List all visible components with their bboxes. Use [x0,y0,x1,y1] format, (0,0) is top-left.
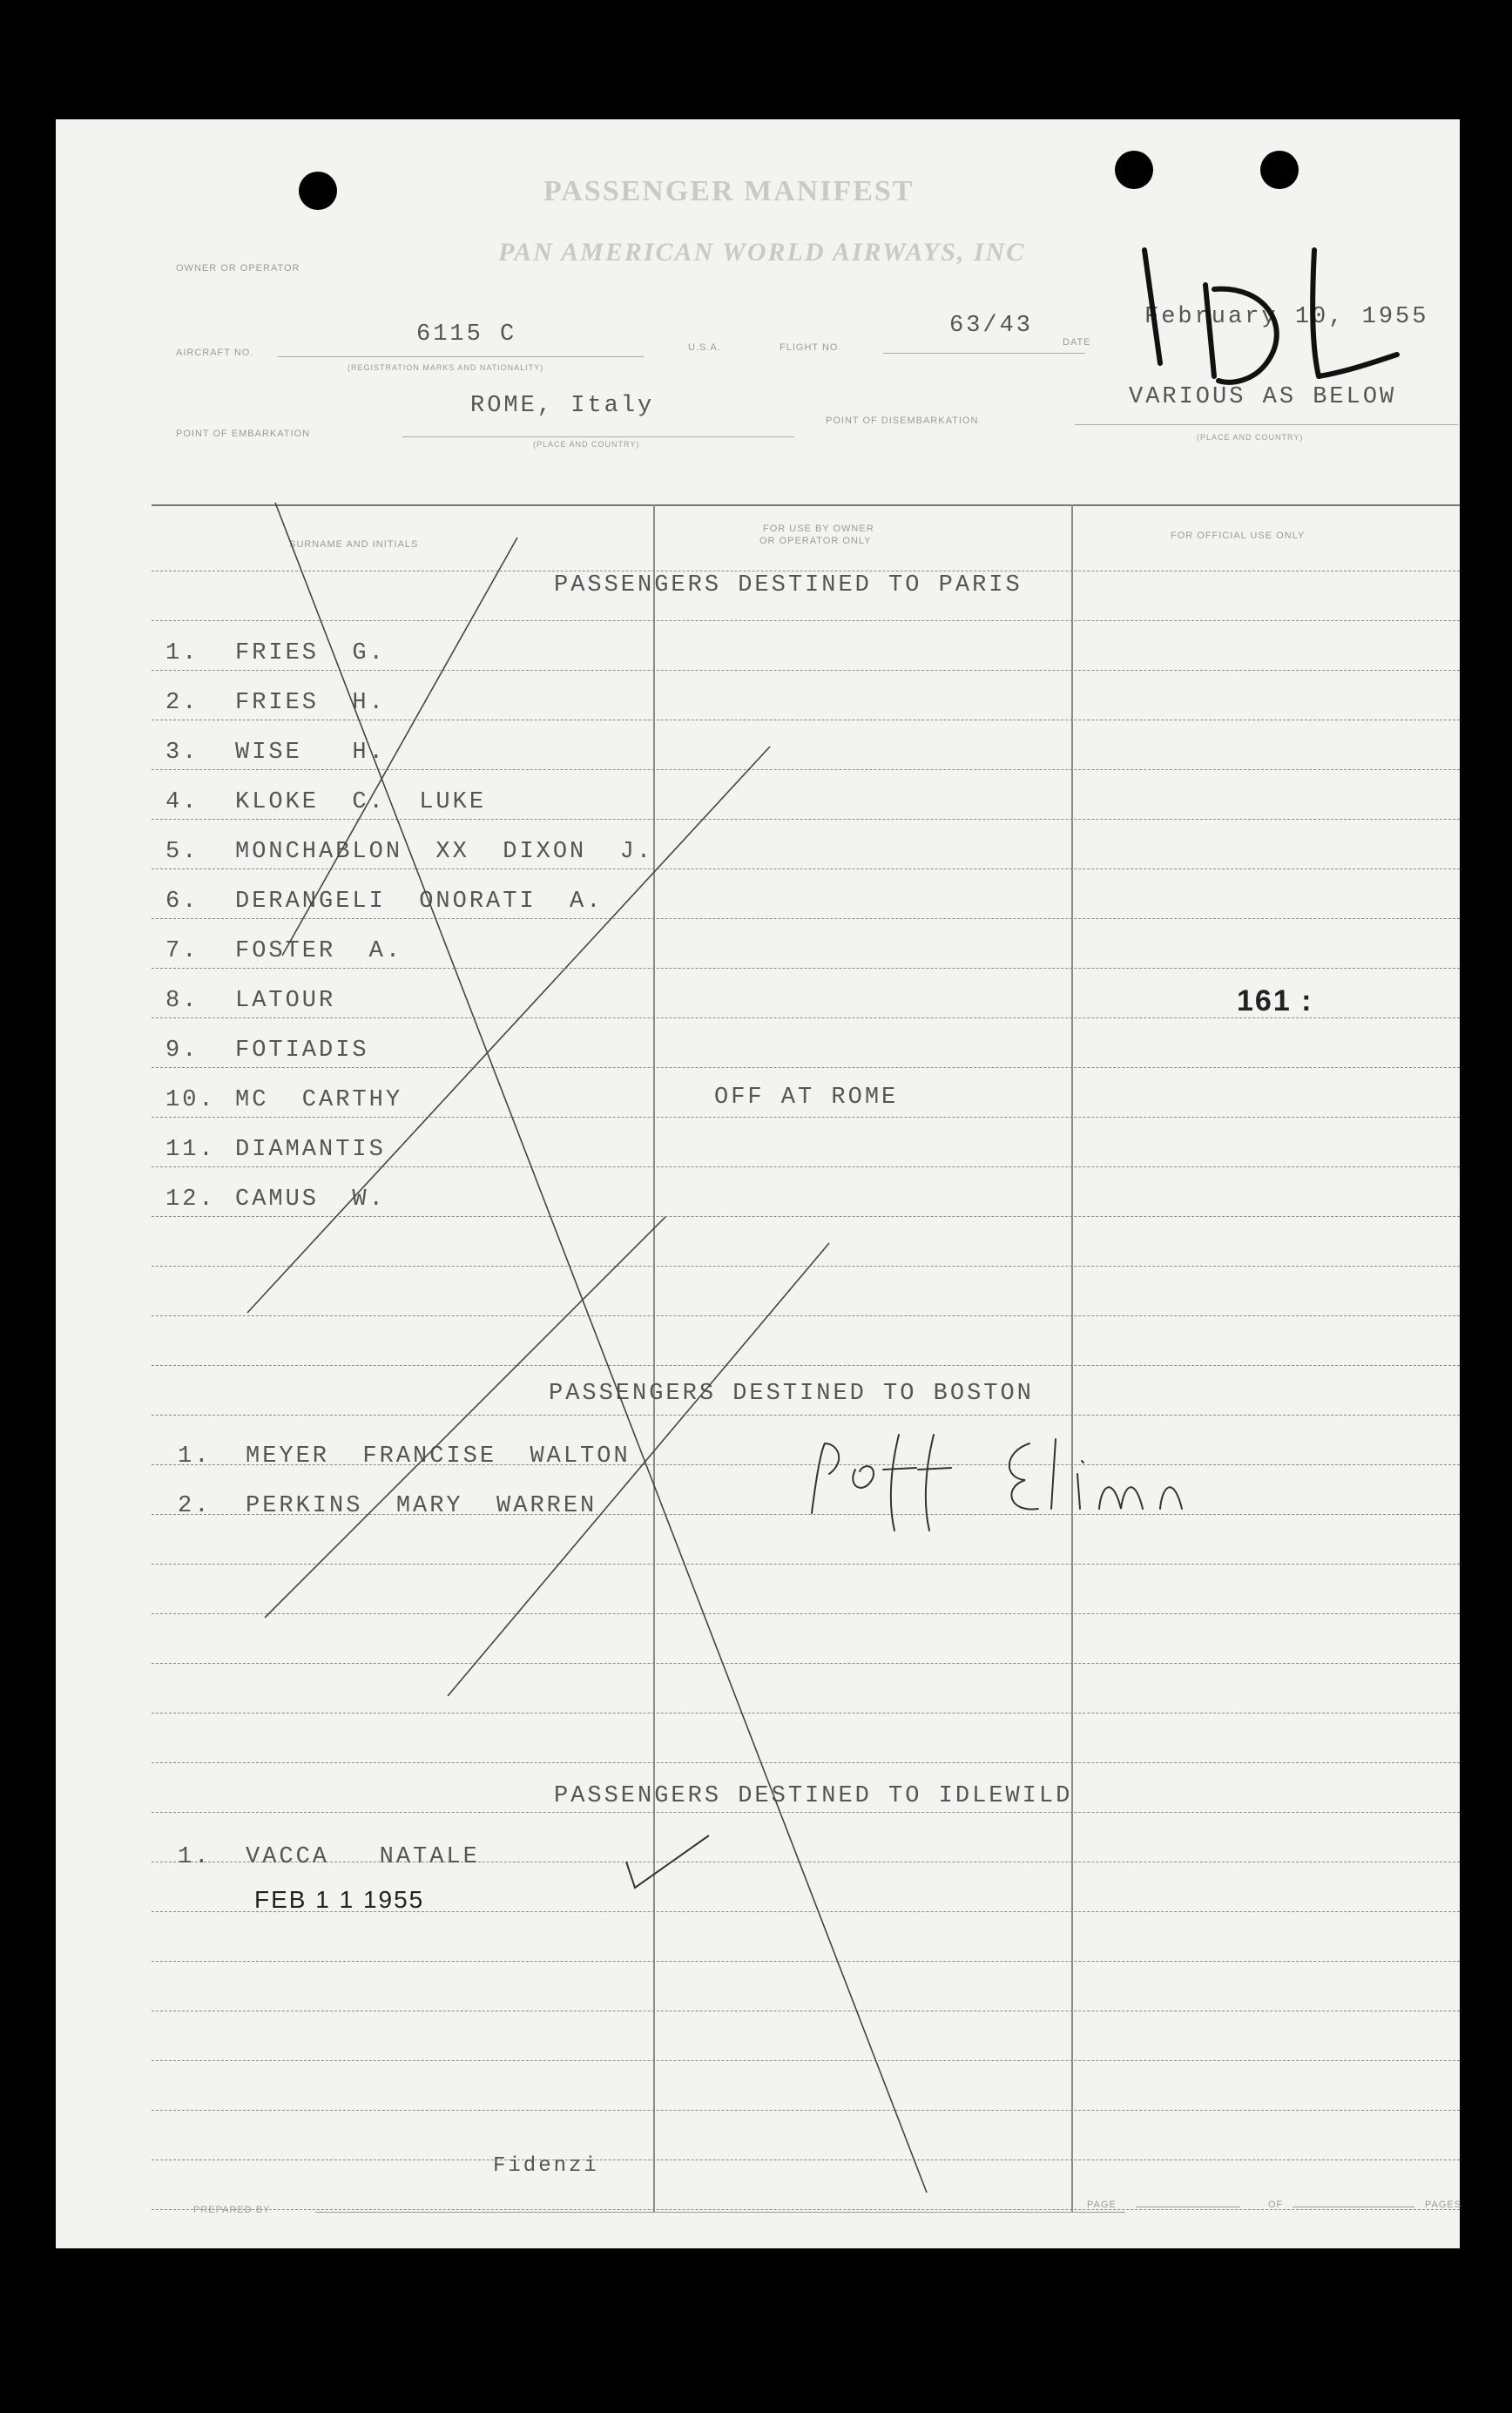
disembark-label: POINT OF DISEMBARKATION [826,416,979,426]
embark-label: POINT OF EMBARKATION [176,429,311,439]
date-stamp: FEB 1 1 1955 [254,1886,425,1913]
date-label: DATE [1063,337,1091,348]
passenger-name: MC CARTHY [235,1087,403,1113]
section-heading-boston: PASSENGERS DESTINED TO BOSTON [549,1381,1034,1407]
passenger-name: WISE H. [235,740,386,766]
passenger-number: 1. [178,1443,212,1470]
section-heading-paris: PASSENGERS DESTINED TO PARIS [554,572,1023,598]
passenger-name: FOSTER A. [235,938,403,964]
aircraft-value: 6115 C [416,321,517,348]
owner-label: OWNER OR OPERATOR [176,263,300,274]
date-value: February 10, 1955 [1144,304,1429,330]
passenger-name: FRIES G. [235,640,386,666]
pages-label: PAGES [1425,2200,1462,2210]
passenger-number: 10. [165,1087,216,1113]
passenger-number: 3. [165,740,199,766]
passenger-number: 8. [165,988,199,1014]
aircraft-sublabel: (REGISTRATION MARKS AND NATIONALITY) [348,363,544,372]
passenger-number: 1. [165,640,199,666]
prepared-by-label: PREPARED BY [193,2205,271,2215]
col-header-owner-1: FOR USE BY OWNER [763,524,874,534]
passenger-name: FRIES H. [235,690,386,716]
passenger-name: KLOKE C. LUKE [235,789,487,815]
passenger-number: 2. [165,690,199,716]
passenger-name: CAMUS W. [235,1186,386,1213]
flight-value: 63/43 [949,313,1034,339]
passenger-number: 4. [165,789,199,815]
col-header-surname: SURNAME AND INITIALS [289,539,419,550]
passenger-number: 1. [178,1844,212,1870]
disembark-sublabel: (PLACE AND COUNTRY) [1197,433,1304,442]
passenger-number: 7. [165,938,199,964]
operator-name: PAN AMERICAN WORLD AIRWAYS, INC [498,238,1026,267]
passenger-name: LATOUR [235,988,336,1014]
pencil-strikes [56,119,1460,2248]
passenger-name: FOTIADIS [235,1038,369,1064]
passenger-name: DIAMANTIS [235,1137,386,1163]
preparer-name: Fidenzi [493,2154,599,2178]
passenger-name: MONCHABLON XX DIXON J. [235,839,654,865]
page-label: PAGE [1087,2200,1117,2210]
aircraft-label: AIRCRAFT NO. [176,348,254,358]
col-header-official: FOR OFFICIAL USE ONLY [1171,531,1306,541]
passenger-name: VACCA NATALE [246,1844,480,1870]
off-at-rome-note: OFF AT ROME [714,1085,899,1111]
passenger-number: 12. [165,1186,216,1213]
manifest-page [56,119,1460,2248]
flight-label: FLIGHT NO. [780,342,842,353]
section-heading-idlewild: PASSENGERS DESTINED TO IDLEWILD [554,1783,1073,1809]
col-header-owner-2: OR OPERATOR ONLY [759,536,872,546]
official-number-stamp: 161 : [1237,984,1313,1017]
passenger-number: 2. [178,1493,212,1519]
usa-label: U.S.A. [688,342,721,353]
passenger-number: 9. [165,1038,199,1064]
passenger-name: PERKINS MARY WARREN [246,1493,597,1519]
embark-value: ROME, Italy [470,393,655,419]
passenger-name: DERANGELI ONORATI A. [235,889,604,915]
disembark-value: VARIOUS AS BELOW [1129,384,1397,410]
passenger-number: 5. [165,839,199,865]
passenger-number: 11. [165,1137,216,1163]
of-label: OF [1268,2200,1284,2210]
form-title: PASSENGER MANIFEST [543,175,915,207]
embark-sublabel: (PLACE AND COUNTRY) [533,440,640,449]
passenger-name: MEYER FRANCISE WALTON [246,1443,631,1470]
passenger-number: 6. [165,889,199,915]
